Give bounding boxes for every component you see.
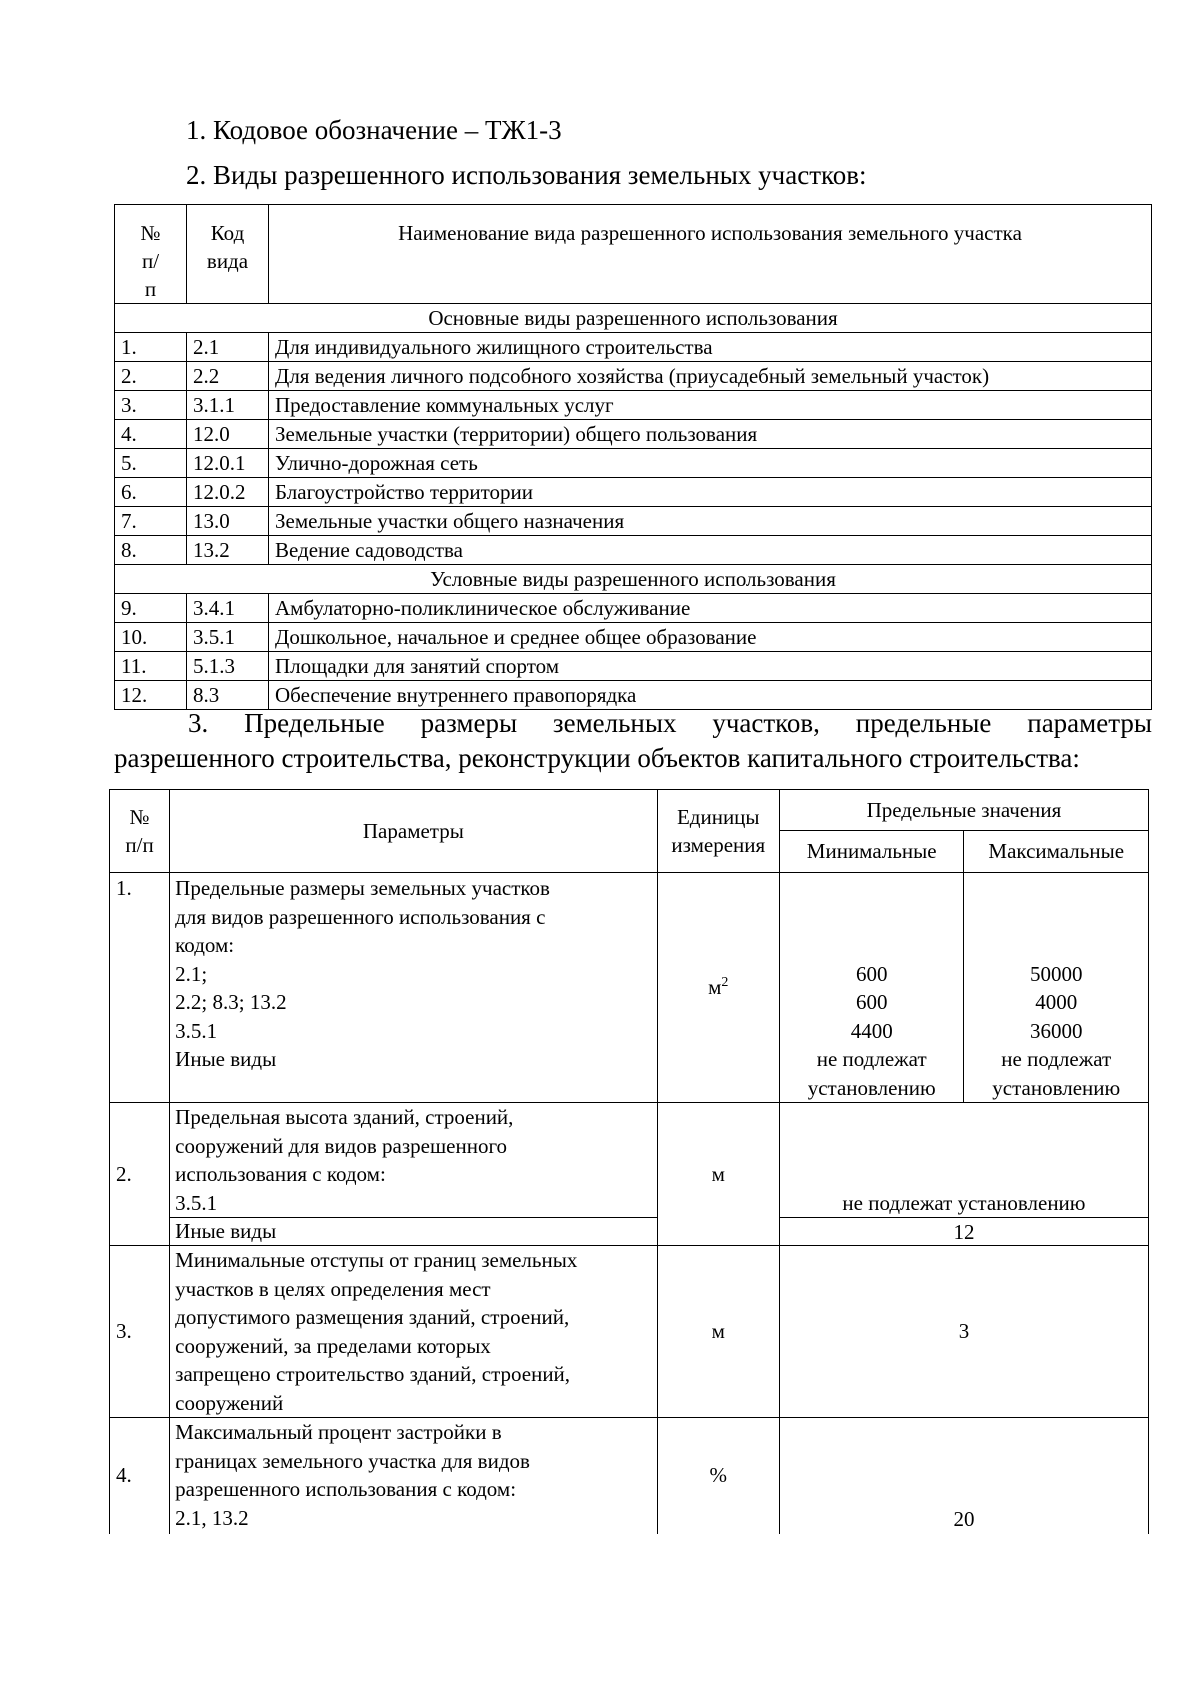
heading-code-designation: 1. Кодовое обозначение – ТЖ1-3 xyxy=(186,115,562,145)
row-number: 10. xyxy=(115,623,187,652)
min-value: 4400 xyxy=(850,1018,893,1043)
row-number: 3. xyxy=(110,1246,170,1418)
section-title-main: Основные виды разрешенного использования xyxy=(115,304,1152,333)
heading-limits-line1 xyxy=(114,706,1152,740)
permitted-uses-table xyxy=(114,204,1152,710)
heading-limits-text: Предельные размеры земельных участков, предельные параметры xyxy=(244,708,1152,738)
row-params xyxy=(170,1246,657,1418)
header-name: Наименование вида разрешенного использования земельного участка xyxy=(269,205,1152,304)
row-params xyxy=(170,1103,657,1218)
header-limits: Предельные значения xyxy=(779,790,1148,831)
table-row xyxy=(110,1103,1149,1218)
param-line: для видов разрешенного использования с xyxy=(175,904,546,929)
min-value: установлению xyxy=(807,1075,936,1100)
table-row xyxy=(115,333,1152,362)
heading-limits-line2: разрешенного строительства, реконструкции объектов капитального строительства: xyxy=(114,743,1080,773)
row-code: 12.0 xyxy=(187,420,269,449)
row-max-values xyxy=(964,873,1149,1103)
table-row xyxy=(115,362,1152,391)
table-row xyxy=(115,391,1152,420)
row-number: 8. xyxy=(115,536,187,565)
heading-limits-number: 3. xyxy=(188,708,209,738)
row-number: 4. xyxy=(115,420,187,449)
row-number: 2. xyxy=(110,1103,170,1246)
header-code: Код вида xyxy=(187,205,269,304)
param-line: сооружений, за пределами которых xyxy=(175,1333,491,1358)
header-units: Единицы измерения xyxy=(657,790,779,873)
min-value: 600 xyxy=(855,990,888,1014)
row-number: 7. xyxy=(115,507,187,536)
table-row xyxy=(115,594,1152,623)
row-code: 12.0.2 xyxy=(187,478,269,507)
header-max: Максимальные xyxy=(964,831,1149,873)
row-params xyxy=(170,1418,657,1534)
row-number: 5. xyxy=(115,449,187,478)
section-row-conditional xyxy=(115,565,1152,594)
row-number: 4. xyxy=(110,1418,170,1534)
row-value: 20 xyxy=(779,1418,1148,1534)
section-title-conditional: Условные виды разрешенного использования xyxy=(115,565,1152,594)
table-row xyxy=(115,652,1152,681)
row-number: 1. xyxy=(110,873,170,1103)
param-line: допустимого размещения зданий, строений, xyxy=(175,1305,570,1329)
row-number: 9. xyxy=(115,594,187,623)
row-name: Площадки для занятий спортом xyxy=(269,652,1152,681)
row-code: 5.1.3 xyxy=(187,652,269,681)
param-line: Предельная высота зданий, строений, xyxy=(175,1105,514,1129)
row-code: 2.2 xyxy=(187,362,269,391)
param-line: запрещено строительство зданий, строений, xyxy=(175,1362,571,1386)
table-row xyxy=(115,623,1152,652)
param-line: сооружений xyxy=(175,1390,284,1415)
row-name: Для индивидуального жилищного строительства xyxy=(269,333,1152,362)
table-row xyxy=(115,449,1152,478)
param-line: сооружений для видов разрешенного xyxy=(175,1133,508,1158)
row-value: 3 xyxy=(779,1246,1148,1418)
table-header-row xyxy=(110,790,1149,831)
row-name: Для ведения личного подсобного хозяйства (приусадебный земельный участок) xyxy=(269,362,1152,391)
table-row-sub xyxy=(110,1218,1149,1246)
row-name: Амбулаторно-поликлиническое обслуживание xyxy=(269,594,1152,623)
heading-permitted-uses: 2. Виды разрешенного использования земельных участков: xyxy=(186,160,867,190)
param-line: использования с кодом: xyxy=(175,1162,386,1186)
param-line: Максимальный процент застройки в xyxy=(175,1420,502,1444)
max-value: установлению xyxy=(992,1075,1121,1100)
row-code: 2.1 xyxy=(187,333,269,362)
param-line: 2.1; xyxy=(175,961,208,986)
param-line: кодом: xyxy=(175,933,235,957)
row-name: Земельные участки общего назначения xyxy=(269,507,1152,536)
row-number: 1. xyxy=(115,333,187,362)
table-row xyxy=(110,1418,1149,1534)
row-number: 6. xyxy=(115,478,187,507)
row-code: 12.0.1 xyxy=(187,449,269,478)
row-code: 3.5.1 xyxy=(187,623,269,652)
row-number: 2. xyxy=(115,362,187,391)
table-row xyxy=(115,536,1152,565)
param-line: границах земельного участка для видов xyxy=(175,1448,530,1473)
param-line: 3.5.1 xyxy=(175,1190,218,1215)
header-min: Минимальные xyxy=(779,831,964,873)
table-header-row xyxy=(115,205,1152,304)
row-code: 13.0 xyxy=(187,507,269,536)
param-line: Минимальные отступы от границ земельных xyxy=(175,1248,578,1272)
row-unit: % xyxy=(657,1418,779,1534)
row-params-other: Иные виды xyxy=(170,1218,657,1246)
section-row-main xyxy=(115,304,1152,333)
row-params xyxy=(170,873,657,1103)
row-name: Дошкольное, начальное и среднее общее образование xyxy=(269,623,1152,652)
row-unit: м xyxy=(657,1246,779,1418)
row-number: 11. xyxy=(115,652,187,681)
max-value: 50000 xyxy=(1029,961,1083,986)
param-line: Предельные размеры земельных участков xyxy=(175,876,550,900)
param-line: 2.2; 8.3; 13.2 xyxy=(175,990,287,1014)
table-row xyxy=(115,507,1152,536)
param-line: 2.1, 13.2 xyxy=(175,1505,249,1530)
parameters-table xyxy=(109,789,1149,1534)
table-row xyxy=(110,1246,1149,1418)
min-value: не подлежат xyxy=(816,1047,927,1071)
row-code: 8.3 xyxy=(187,681,269,710)
row-value: не подлежат установлению xyxy=(779,1103,1148,1218)
row-name: Обеспечение внутреннего правопорядка xyxy=(269,681,1152,710)
row-name: Земельные участки (территории) общего пользования xyxy=(269,420,1152,449)
param-line: участков в целях определения мест xyxy=(175,1276,491,1301)
row-name: Ведение садоводства xyxy=(269,536,1152,565)
table-row xyxy=(115,420,1152,449)
row-unit: м xyxy=(657,1103,779,1246)
table-row xyxy=(115,478,1152,507)
header-params: Параметры xyxy=(170,790,657,873)
row-other-value: 12 xyxy=(779,1218,1148,1246)
header-number: № п/п xyxy=(115,205,187,304)
row-code: 3.4.1 xyxy=(187,594,269,623)
header-number: № п/п xyxy=(110,790,170,873)
row-number: 3. xyxy=(115,391,187,420)
row-number: 12. xyxy=(115,681,187,710)
row-min-values xyxy=(779,873,964,1103)
param-line: разрешенного использования с кодом: xyxy=(175,1477,517,1501)
max-value: не подлежат xyxy=(1001,1047,1112,1071)
param-line: Иные виды xyxy=(175,1047,277,1071)
max-value: 36000 xyxy=(1029,1018,1083,1043)
table-row xyxy=(110,873,1149,1103)
row-name: Предоставление коммунальных услуг xyxy=(269,391,1152,420)
row-name: Улично-дорожная сеть xyxy=(269,449,1152,478)
max-value: 4000 xyxy=(1035,990,1078,1014)
row-code: 13.2 xyxy=(187,536,269,565)
row-name: Благоустройство территории xyxy=(269,478,1152,507)
param-line: 3.5.1 xyxy=(175,1018,218,1043)
row-code: 3.1.1 xyxy=(187,391,269,420)
min-value: 600 xyxy=(855,961,888,986)
row-unit: $м^2$ xyxy=(657,873,779,1103)
